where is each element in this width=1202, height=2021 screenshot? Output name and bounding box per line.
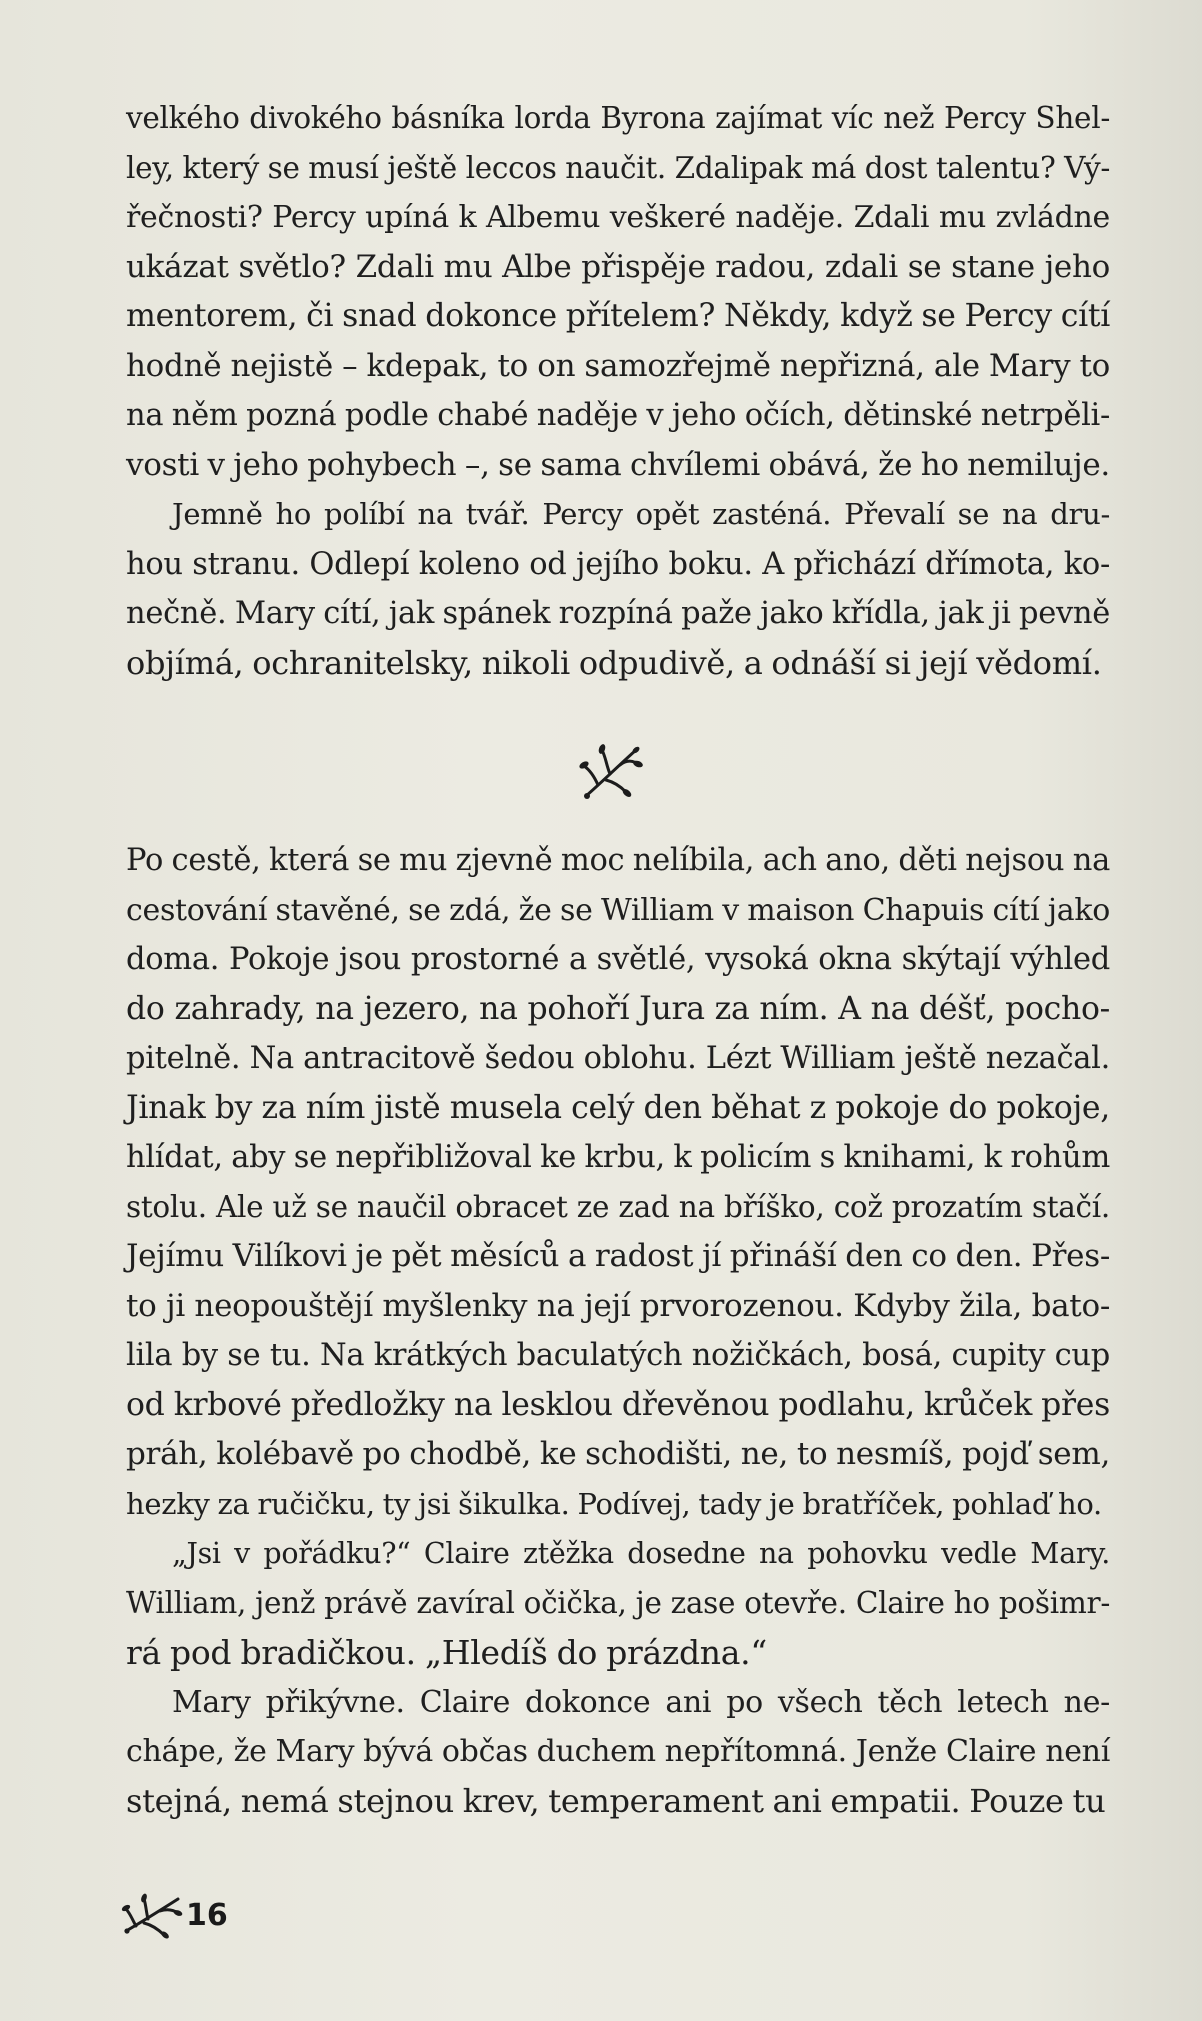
- paragraph: [126, 1678, 1110, 1827]
- text-line: hlídat, aby se nepřibližoval ke krbu, k policím s knihami, k rohům: [126, 1140, 1110, 1175]
- text-line: Jemně ho políbí na tvář. Percy opět zasténá. Převalí se na dru-: [172, 497, 1110, 531]
- text-line: hou stranu. Odlepí koleno od jejího boku. A přichází dřímota, ko-: [126, 546, 1110, 582]
- text-line: to ji neopouštějí myšlenky na její prvorozenou. Kdyby žila, bato-: [126, 1287, 1110, 1324]
- text-line: ukázat světlo? Zdali mu Albe přispěje radou, zdali se stane jeho: [126, 248, 1110, 285]
- text-line: řečnosti? Percy upíná k Albemu veškeré naděje. Zdali mu zvládne: [126, 200, 1110, 235]
- paragraph: [126, 94, 1110, 490]
- page-number: 16: [186, 1897, 228, 1933]
- text-line: stejná, nemá stejnou krev, temperament ani empatii. Pouze tu: [126, 1781, 1106, 1820]
- text-line: velkého divokého básníka lorda Byrona zajímat víc než Percy Shel-: [126, 101, 1110, 135]
- text-line: lila by se tu. Na krátkých baculatých nožičkách, bosá, cupity cup: [126, 1338, 1110, 1373]
- text-line: rá pod bradičkou. „Hledíš do prázdna.“: [126, 1633, 767, 1672]
- page-footer: [120, 1890, 228, 1940]
- text-line: mentorem, či snad dokonce přítelem? Někdy, když se Percy cítí: [126, 298, 1110, 334]
- text-line: Mary přikývne. Claire dokonce ani po všech těch letech ne-: [172, 1684, 1110, 1720]
- text-line: na něm pozná podle chabé naděje v jeho očích, dětinské netrpěli-: [126, 398, 1110, 433]
- text-line: hezky za ručičku, ty jsi šikulka. Podívej, tady je bratříček, pohlaď ho.: [126, 1486, 1102, 1521]
- text-line: od krbové předložky na lesklou dřevěnou podlahu, krůček přes: [126, 1386, 1110, 1423]
- text-line: hodně nejistě – kdepak, to on samozřejmě nepřizná, ale Mary to: [126, 347, 1110, 384]
- paragraph: [126, 836, 1110, 1529]
- text-line: nečně. Mary cítí, jak spánek rozpíná paže jako křídla, jak ji pevně: [126, 596, 1110, 631]
- text-line: do zahrady, na jezero, na pohoří Jura za ním. A na déšť, pocho-: [126, 990, 1110, 1027]
- paragraph: [126, 490, 1110, 688]
- text-line: ley, který se musí ještě leccos naučit. Zdalipak má dost talentu? Vý-: [126, 150, 1110, 185]
- text-line: práh, kolébavě po chodbě, ke schodišti, ne, to nesmíš, pojď sem,: [126, 1436, 1110, 1472]
- sprig-ornament-icon: [576, 738, 646, 808]
- text-line: „Jsi v pořádku?“ Claire ztěžka dosedne na pohovku vedle Mary.: [172, 1537, 1110, 1570]
- text-line: Jejímu Vilíkovi je pět měsíců a radost jí přináší den co den. Přes-: [126, 1238, 1110, 1274]
- paragraph: [126, 1529, 1110, 1678]
- text-block-bottom: [126, 836, 1110, 1826]
- text-block-top: [126, 94, 1110, 688]
- text-line: William, jenž právě zavíral očička, je zase otevře. Claire ho pošimr-: [126, 1585, 1110, 1620]
- text-line: Po cestě, která se mu zjevně moc nelíbila, ach ano, děti nejsou na: [126, 843, 1110, 878]
- text-line: objímá, ochranitelsky, nikoli odpudivě, a odnáší si její vědomí.: [126, 643, 1102, 682]
- text-line: cestování stavěné, se zdá, že se William v maison Chapuis cítí jako: [126, 892, 1110, 928]
- text-line: pitelně. Na antracitově šedou oblohu. Lézt William ještě nezačal.: [126, 1041, 1110, 1076]
- sprig-ornament-icon: [120, 1891, 184, 1939]
- text-line: stolu. Ale už se naučil obracet ze zad na bříško, což prozatím stačí.: [126, 1189, 1110, 1224]
- text-line: doma. Pokoje jsou prostorné a světlé, vysoká okna skýtají výhled: [126, 942, 1110, 977]
- text-line: chápe, že Mary bývá občas duchem nepřítomná. Jenže Claire není: [126, 1734, 1110, 1769]
- text-line: Jinak by za ním jistě musela celý den běhat z pokoje do pokoje,: [126, 1089, 1110, 1126]
- text-line: vosti v jeho pohybech –, se sama chvílemi obává, že ho nemiluje.: [126, 446, 1110, 483]
